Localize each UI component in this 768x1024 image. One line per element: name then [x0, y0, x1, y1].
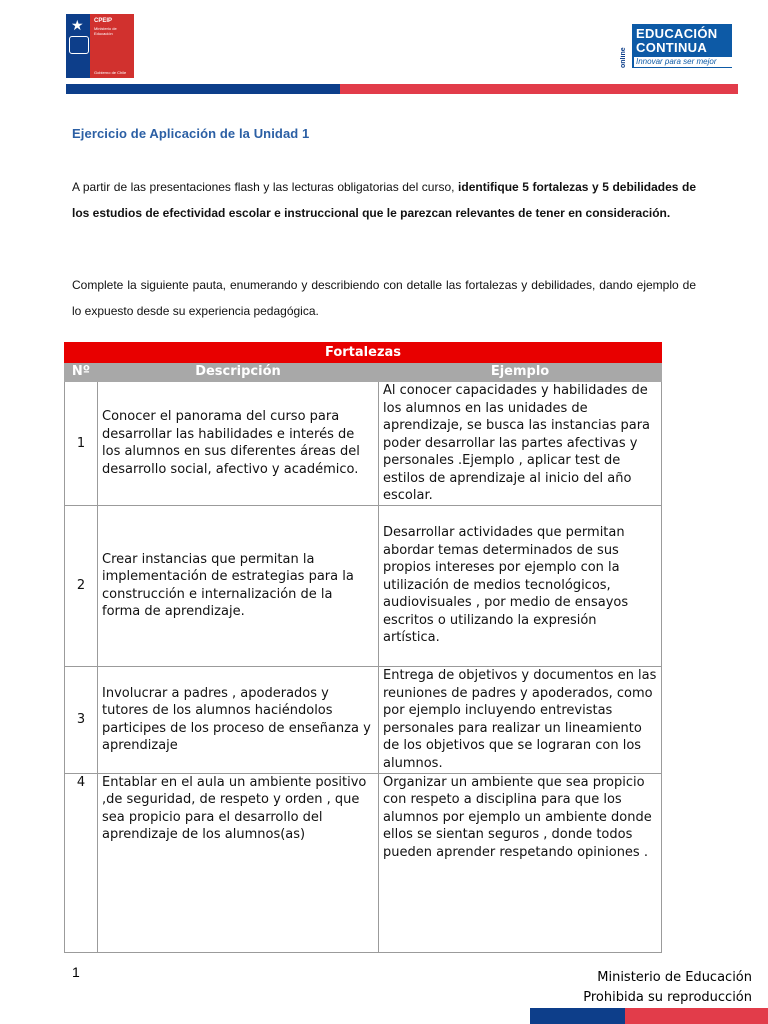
logo-online-label: online [620, 47, 627, 68]
footer-ministry [583, 968, 752, 1008]
star-icon: ★ [71, 17, 84, 33]
educacion-continua-logo [620, 24, 732, 68]
row-number: 4 [65, 773, 98, 952]
row-number: 3 [65, 666, 98, 773]
row-descripcion: Involucrar a padres , apoderados y tutores de los alumnos haciéndolos participes de los proceso de enseñanza y aprendizaje [98, 666, 379, 773]
instructions-paragraph: Complete la siguiente pauta, enumerando y describiendo con detalle las fortalezas y debilidades, dando ejemplo de lo expuesto desde su experiencia pedagógica. [72, 278, 696, 318]
row-descripcion: Conocer el panorama del curso para desarrollar las habilidades e interés de los alumnos en sus diferentes áreas del desarrollo social, afectivo y académico. [98, 382, 379, 506]
header-band-red [340, 84, 738, 94]
table-title: Fortalezas [65, 343, 662, 363]
row-ejemplo: Entrega de objetivos y documentos en las reuniones de padres y apoderados, como por ejemplo incluyendo entrevistas personales para realizar un lineamiento de los objetivos que se lograran con los alumnos. [379, 666, 662, 773]
column-header-ejemplo: Ejemplo [379, 363, 662, 382]
table-row [65, 382, 662, 506]
row-ejemplo: Al conocer capacidades y habilidades de los alumnos en las unidades de aprendizaje, se busca las instancias para poder desarrollar las partes afectivas y personales .Ejemplo , aplicar test de estilos de aprendizaje al inicio del año escolar. [379, 382, 662, 506]
intro-bold-text: identifique 5 fortalezas y 5 debilidades de los estudios de efectividad escolar e instruccional que le parezcan relevantes de tener en consideración. [72, 180, 697, 220]
logo-line-continua: CONTINUA [636, 40, 708, 55]
crest-icon [69, 36, 89, 54]
column-header-descripcion: Descripción [98, 363, 379, 382]
logo-line-educacion: EDUCACIÓN [636, 26, 718, 41]
cpeip-logo [66, 14, 134, 78]
table-row [65, 505, 662, 666]
footer-notice: Prohibida su reproducción [583, 990, 752, 1005]
row-descripcion: Crear instancias que permitan la implementación de estrategias para la construcción e internalización de la forma de aprendizaje. [98, 505, 379, 666]
row-number: 1 [65, 382, 98, 506]
row-number: 2 [65, 505, 98, 666]
footer-ministry-name: Ministerio de Educación [597, 970, 752, 985]
logo-line-2: Ministerio de Educación [94, 26, 117, 36]
logo-line-3: Gobierno de Chile [94, 70, 127, 75]
page-number: 1 [72, 964, 80, 980]
footer-band-red [625, 1008, 768, 1024]
fortalezas-table [64, 342, 662, 953]
header-band-blue [66, 84, 340, 94]
row-ejemplo: Desarrollar actividades que permitan abordar temas determinados de sus propios intereses por ejemplo con la utilización de medios tecnológicos, audiovisuales , por medio de ensayos escritos o utilizando la expresión artística. [379, 505, 662, 666]
footer-band-blue [530, 1008, 625, 1024]
intro-paragraph [72, 174, 696, 226]
table-row [65, 773, 662, 952]
intro-plain-text: A partir de las presentaciones flash y las lecturas obligatorias del curso, [72, 180, 459, 194]
column-header-number: Nº [65, 363, 98, 382]
logo-slogan: Innovar para ser mejor [634, 57, 732, 67]
row-ejemplo: Organizar un ambiente que sea propicio con respeto a disciplina para que los alumnos por ejemplo un ambiente donde ellos se sientan seguros , donde todos pueden aprender respetando opiniones . [379, 773, 662, 952]
logo-line-1: CPEIP [94, 18, 113, 24]
page-title: Ejercicio de Aplicación de la Unidad 1 [72, 126, 310, 141]
table-row [65, 666, 662, 773]
row-descripcion: Entablar en el aula un ambiente positivo ,de seguridad, de respeto y orden , que sea propicio para el desarrollo del aprendizaje de los alumnos(as) [98, 773, 379, 952]
